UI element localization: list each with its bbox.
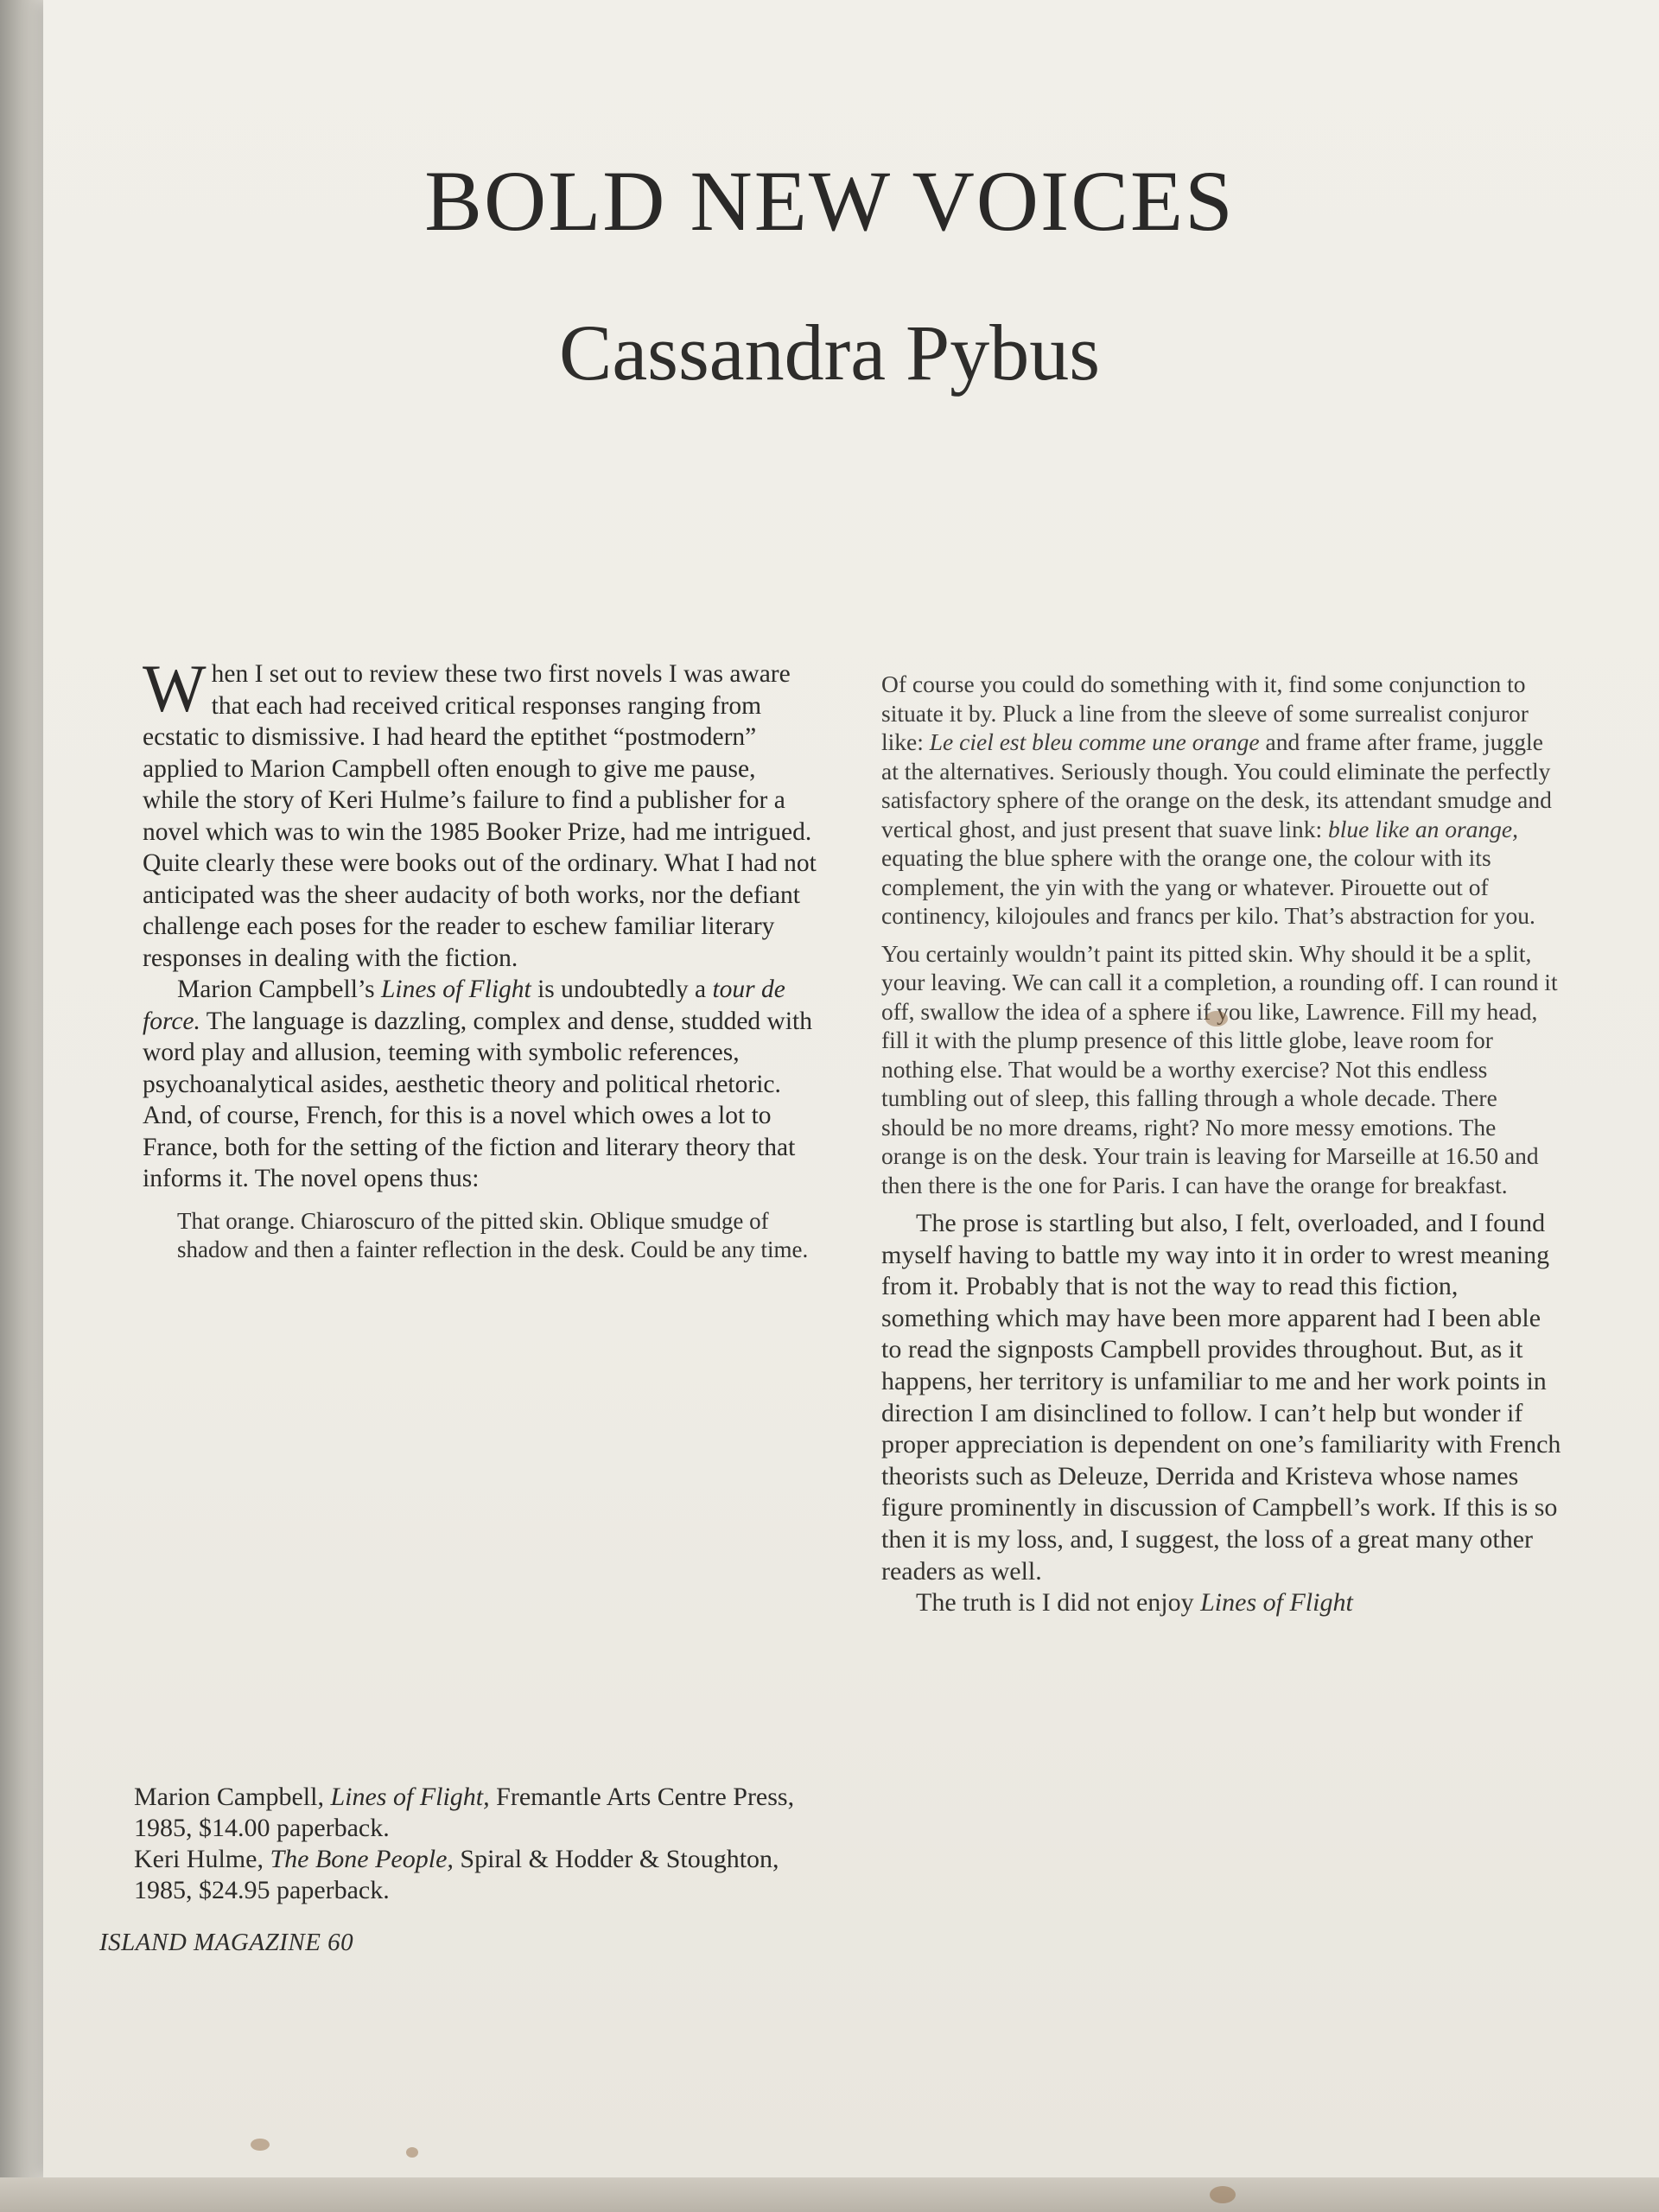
reference-1-details: Fremantle Arts Centre Press, 1985, $14.00 paperback. — [134, 1783, 795, 1842]
reference-2 — [134, 1844, 825, 1906]
book-title-lines-of-flight: Lines of Flight — [380, 976, 531, 1003]
quote-1-italic-french: Le ciel est bleu comme une orange — [929, 728, 1260, 755]
paragraph-2-text-a: Marion Campbell’s — [177, 976, 381, 1003]
paragraph-2-text-c: The language is dazzling, complex and dense, studded with word play and allusion, teeming with symbolic references, psychoanalytical asides, aesthetic theory and political rhetoric. And, of course, French, for this is a novel which owes a lot to France, both for the setting of the fiction and literary theory that informs it. The novel opens thus: — [143, 1007, 812, 1192]
paper-stain — [1205, 1011, 1228, 1027]
reference-1-author: Marion Campbell, — [134, 1783, 331, 1811]
book-title-lines-of-flight-2: Lines of Flight — [1200, 1588, 1353, 1618]
quote-1-italic-blue: blue like an orange, — [1328, 815, 1518, 842]
reference-2-details: Spiral & Hodder & Stoughton, 1985, $24.95 paperback. — [134, 1845, 779, 1904]
paper-stain — [1210, 2186, 1236, 2203]
article-author: Cassandra Pybus — [558, 308, 1101, 397]
page-folio: ISLAND MAGAZINE 60 — [99, 1929, 354, 1956]
right-column — [881, 670, 1564, 1619]
left-column — [143, 651, 817, 1264]
quote-1-text-a: Of course you could do something with it, find some conjunction to situate it by. Pluck a line from the sleeve of some surrealist conjuror like: — [881, 671, 1529, 755]
paragraph-4-text: The truth is I did not enjoy — [916, 1588, 1201, 1618]
paragraph-2-text-b: is undoubtedly a — [531, 976, 713, 1003]
paragraph-3: The prose is startling but also, I felt, overloaded, and I found myself having to battle my way into it in order to wrest meaning from it. Probably that is not the way to read this fiction, something which may have been more apparent had I been able to read the signposts Campbell provides throughout. But, as it happens, her territory is unfamiliar to me and her work points in direction I am disinclined to follow. I can’t help but wonder if proper appreciation is dependent on one’s familiarity with French theorists such as Deleuze, Derrida and Kristeva whose names figure prominently in discussion of Campbell’s work. If this is so then it is my loss, and, I suggest, the loss of a great many other readers as well. — [881, 1209, 1561, 1586]
reference-1-title: Lines of Flight, — [330, 1783, 490, 1811]
book-references — [134, 1782, 825, 1906]
drop-cap: W — [143, 651, 207, 726]
reference-2-author: Keri Hulme, — [134, 1845, 270, 1873]
quote-1-text-c: equating the blue sphere with the orange one, the colour with its complement, the yin with the yang or whatever. Pirouette out of continency, kilojoules and francs per kilo. That’s abstraction for you. — [881, 844, 1535, 929]
page-bottom-edge — [0, 2177, 1659, 2212]
quote-paragraph-2: You certainly wouldn’t paint its pitted skin. Why should it be a split, your leaving. We can call it a completion, a rounding off. I can round it off, swallow the idea of a sphere if you like, Lawrence. Fill my head, fill it with the plump presence of this little globe, leave room for nothing else. That would be a worthy exercise? Not this endless tumbling out of sleep, this falling through a whole decade. There should be no more dreams, right? No more messy emotions. The orange is on the desk. Your train is leaving for Marseille at 16.50 and then there is the one for Paris. I can have the orange for breakfast. — [881, 939, 1558, 1198]
reference-1 — [134, 1782, 825, 1844]
paper-stain — [406, 2147, 418, 2158]
phrase-tour-de-force: tour de force. — [143, 976, 785, 1035]
quote-1-text-b: and frame after frame, juggle at the alternatives. Seriously though. You could eliminate the perfectly satisfactory sphere of the orange on the desk, its attendant smudge and vertical ghost, and just present that suave link: — [881, 728, 1552, 842]
paragraph-1 — [143, 651, 817, 974]
paragraph-2 — [143, 974, 817, 1195]
paragraph-1-text: hen I set out to review these two first novels I was aware that each had received critical responses ranging from ecstatic to dismissive. I had heard the eptithet “postmodern” applied to Marion Campbell often enough to give me pause, while the story of Keri Hulme’s failure to find a publisher for a novel which was to win the 1985 Booker Prize, had me intrigued. Quite clearly these were books out of the ordinary. What I had not anticipated was the sheer audacity of both works, nor the defiant challenge each poses for the reader to eschew familiar literary responses in dealing with the fiction. — [143, 660, 817, 972]
reference-2-title: The Bone People, — [270, 1845, 454, 1873]
paragraph-4 — [881, 1587, 1564, 1619]
paper-stain — [251, 2139, 270, 2151]
article-title: BOLD NEW VOICES — [424, 153, 1235, 249]
quote-paragraph-1 — [881, 670, 1564, 931]
opening-quote: That orange. Chiaroscuro of the pitted skin. Oblique smudge of shadow and then a fainter reflection in the desk. Could be any time. — [177, 1207, 809, 1262]
